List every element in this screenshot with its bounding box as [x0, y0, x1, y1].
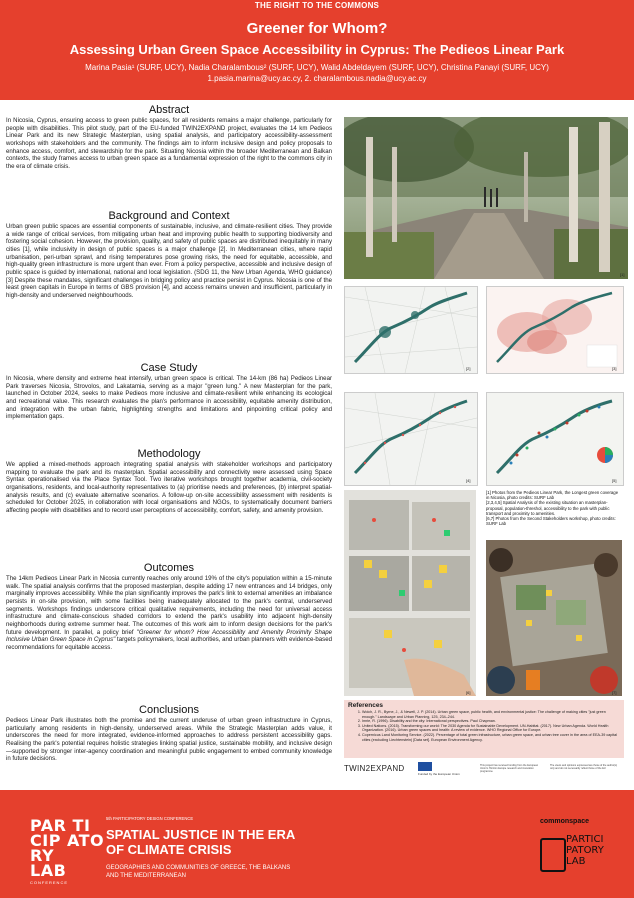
conference-title-line2: OF CLIMATE CRISIS	[106, 842, 232, 857]
pl-line: PATORY	[566, 845, 604, 856]
map-amenities	[486, 392, 624, 486]
image-caption: [1] Photos from the Pedieos Linear Park, the Longest green coverage in Nicosia, photo credits: SURF Lab [2,3,4,5] Spatial Analysis of the existing situation an masterplan-proposal, population-threshol, accessibility to the park with public transport and proximity to amenities. [6,7] Photos from the Second Stakeholders workshop, photo credits: SURF Lab	[486, 490, 619, 527]
map3-tag: [3]	[612, 366, 617, 371]
background-heading: Background and Context	[108, 210, 230, 222]
photo-tag: [1]	[620, 272, 625, 277]
eu-funded-label: Funded by the European Union	[418, 772, 460, 776]
reference-item: 1. Wolch, J. R., Byrne, J., & Newell, J. P. (2014). Urban green space, public health, and environmental justice: The challenge of making cities "just green enough." Landscape and Urban Planning, 125, 234–244.	[362, 710, 620, 719]
workshop-photo-1	[344, 490, 476, 696]
participatory-lab-logo	[30, 818, 104, 878]
commonspace-logo: commonspace	[540, 818, 590, 825]
references-box	[344, 700, 624, 758]
participatory-lab-icon	[540, 838, 566, 872]
funding-disclaimer-2: The views and opinions expressed are those of the author(s) only and do not necessarily reflect those of the EU	[550, 764, 618, 770]
outcomes-text-a: The 14km Pedieos Linear Park in Nicosia currently reaches only around 19% of the city's population within a 15-minute walk. The spatial analysis confirms that the proposed masterplan, despite adding 17 new entrances and 14 bridges, only marginally improves accessibility. While the plan significantly improves the park's link to external amenities an imbalance persists in on-site provision, with some facilities being inadequately allocated to the park's central, underserved segments. Workshops findings underscore critical qualitative requirements, including the need for universal access infrastructure and climate-conscious shaded corridors to extend the park's usability into adjacent high-density neighborhoods during extreme summer heat. The outcomes of this work aim to inform design decisions for the park's future development. In parallel, a policy brief	[6, 575, 332, 636]
case-study-section	[6, 362, 332, 425]
conference-title-line1: SPATIAL JUSTICE IN THE ERA	[106, 827, 296, 842]
lab-logo-line: RY	[30, 846, 55, 865]
methodology-text: We applied a mixed-methods approach integrating spatial analysis with stakeholder workshops and participatory mapping to evaluate the park and its masterplan. Spatial accessibility and connectivity were assessed using Space Syntax operationalised via the Place Syntax Tool. Two iterative workshops brought together academia, civil-society organisations, residents, and local-authority representatives to (a) prioritise needs and preferences, (b) interpret spatial-analysis results, and (c) evaluate alternative scenarios. A follow-up on-site accessibility assessment with residents is scheduled for October 2025, in collaboration with local organisations and NGOs, to systematically document barriers affecting people with disabilities and to record user perceptions of accessibility, comfort, safety, and amenity provision.	[6, 461, 332, 514]
map-population-threshold	[486, 286, 624, 374]
case-study-text: In Nicosia, where density and extreme heat intensify, urban green space is critical. The 14-km (86 ha) Pedieos Linear Park traverses Nicosia, Strovolos, and Lakatamia, serving as a major "green lung." A new Masterplan for the park, launched in October 2024, seeks to make Pedieos more inclusive and climate-resilient while enhancing its ecological and recreational value. This research evaluates the plan's performance in accessibility, equitable amenity distribution, and integration with the urban fabric, highlighting strengths and limitations and pinpointing critical policy and implementation gaps.	[6, 375, 332, 421]
author-list: Marina Pasia¹ (SURF, UCY), Nadia Charalambous² (SURF, UCY), Walid Abdeldayem (SURF, UCY), Christina Panayi (SURF, UCY)	[85, 63, 549, 72]
map4-tag: [4]	[466, 478, 471, 483]
outcomes-heading: Outcomes	[143, 562, 195, 574]
conference-theme: THE RIGHT TO THE COMMONS	[254, 1, 380, 10]
conclusions-heading: Conclusions	[139, 704, 199, 716]
poster-subtitle: Assessing Urban Green Space Accessibility in Cyprus: The Pedieos Linear Park	[69, 42, 565, 57]
ws2-tag: [7]	[612, 690, 617, 695]
funding-logos	[344, 760, 628, 780]
poster-title: Greener for Whom?	[246, 20, 388, 37]
reference-item: 3. United Nations. (2015). Transforming our world: The 2030 Agenda for Sustainable Development. UN-Habitat. (2017). New Urban Agenda. World Health Organization. (2016). Urban green spaces and health: A review of evidence. WHO Regional Office for Europe.	[362, 724, 620, 733]
pl-line: LAB	[566, 856, 586, 867]
methodology-heading: Methodology	[137, 448, 201, 460]
eu-flag-icon	[418, 762, 432, 771]
background-section	[6, 210, 332, 304]
conference-subtitle	[106, 864, 290, 880]
conference-subtitle-line1: GEOGRAPHIES AND COMMUNITIES OF GREECE, THE BALKANS	[106, 865, 291, 871]
references-list	[344, 710, 624, 742]
reference-item: 2. Imrie, R. (1996). Disability and the city: International perspectives. Paul Chapman.	[362, 719, 620, 724]
conference-title	[106, 827, 295, 857]
reference-item: 4. Copernicus Land Monitoring Service. (2022). Percentage of total green infrastructure, urban green space, and urban tree cover in the area of EEA-39 capital cities (excluding Liechtenstein) [Data set]. European Environment Agency.	[362, 733, 620, 742]
lab-logo-sub: CONFERENCE	[30, 880, 69, 885]
twin2expand-logo: TWIN2EXPAND	[344, 764, 405, 773]
outcomes-text	[6, 575, 332, 652]
map2-tag: [2]	[466, 366, 471, 371]
methodology-section	[6, 448, 332, 519]
ws1-tag: [6]	[466, 690, 471, 695]
poster-header	[0, 0, 634, 100]
outcomes-section	[6, 562, 332, 656]
policy-brief-title: "Greener for whom? How Accessibility and Amenity Proximity Shape Inclusive Urban Green Space in Cyprus"	[6, 628, 332, 644]
outcomes-text-b: targets policymakers, local authorities, and urban planners with evidence-based recommendations for equitable access.	[6, 636, 332, 651]
lab-logo-line: CIP ATO	[30, 831, 105, 850]
park-photo	[344, 117, 628, 279]
case-study-heading: Case Study	[140, 362, 198, 374]
pl-line: PARTICI	[566, 834, 604, 845]
author-emails: 1.pasia.marina@ucy.ac.cy, 2. charalambous.nadia@ucy.ac.cy	[207, 74, 427, 83]
abstract-section	[6, 104, 332, 175]
lab-logo-line: PAR TI	[30, 816, 91, 835]
lab-logo-line: LAB	[30, 861, 67, 880]
abstract-heading: Abstract	[148, 104, 190, 116]
abstract-text: In Nicosia, Cyprus, ensuring access to green public spaces, for all residents remains a major challenge, particularly for people with disabilities. This pilot study, part of the EU-funded TWIN2EXPAND project, evaluates the 14 km Pedieos Linear Park and its new Strategic Masterplan, using spatial analysis, and participatory accessibility-assessment workshops with stakeholders and the community. The findings aim to inform inclusive design and policy proposals to enhance access, comfort, and stewardship for the park. Situating Nicosia within the broader Mediterranean and Balkan contexts, the study frames access to urban green space as a fundamental expression of the right to the commons city in the era of climate crisis.	[6, 117, 332, 170]
conference-edition: 5th PARTICIPATORY DESIGN CONFERENCE	[106, 816, 194, 821]
map5-tag: [5]	[612, 478, 617, 483]
background-text: Urban green public spaces are essential components of sustainable, inclusive, and climate-resilient cities. They provide a wide range of critical services, from mitigating urban heat and improving public health to supporting biodiversity and fostering social cohesion. However, the provision, quality, and safety of public spaces are distributed inequitably in many cities [1], while inclusivity in design of public spaces is a major challenge [2]. In Mediterranean cities, where rapid urbanisation, peri-urban sprawl, and rising temperatures pose growing risks, the need for equitable, accessible, and high-quality green infrastructure is more urgent than ever. From a policy perspective, accessible and inclusive design of public space is guided by international, national and local legislation. (SDG 11, the New Urban Agenda, WHO guidance) [3] Despite these mandates, significant challenges in bridging policy and practice persist in Cyprus. Nicosia is one of the least green capitals in Europe in terms of GBS provision [4], and access remains uneven and insufficient, particularly in high-density and underserved neighbourhoods.	[6, 223, 332, 299]
conference-subtitle-line2: AND THE MEDITERRANEAN	[106, 873, 186, 879]
map-public-transport	[344, 392, 478, 486]
conclusions-section	[6, 704, 332, 767]
references-heading: References	[348, 702, 384, 709]
workshop-photo-2	[486, 540, 622, 696]
funding-disclaimer-1: This project has received funding from the European Union's Horizon Europe research and innovation programme	[480, 764, 539, 773]
conclusions-text: Pedieos Linear Park illustrates both the promise and the current underuse of urban green infrastructure in Cyprus, particularly among residents in high-density, underserved areas. While the Strategic Masterplan adds value, it underscores the need for more integrated, evidence-informed approaches to address persistent accessibility gaps. Realising the park's potential requires holistic strategies linking spatial justice, sustainable mobility, and inclusive design—supported by stronger inter-agency coordination and meaningful public engagement to embed community knowledge in future decisions.	[6, 717, 332, 763]
participatory-lab-wordmark	[566, 834, 604, 867]
map-existing-situation	[344, 286, 478, 374]
